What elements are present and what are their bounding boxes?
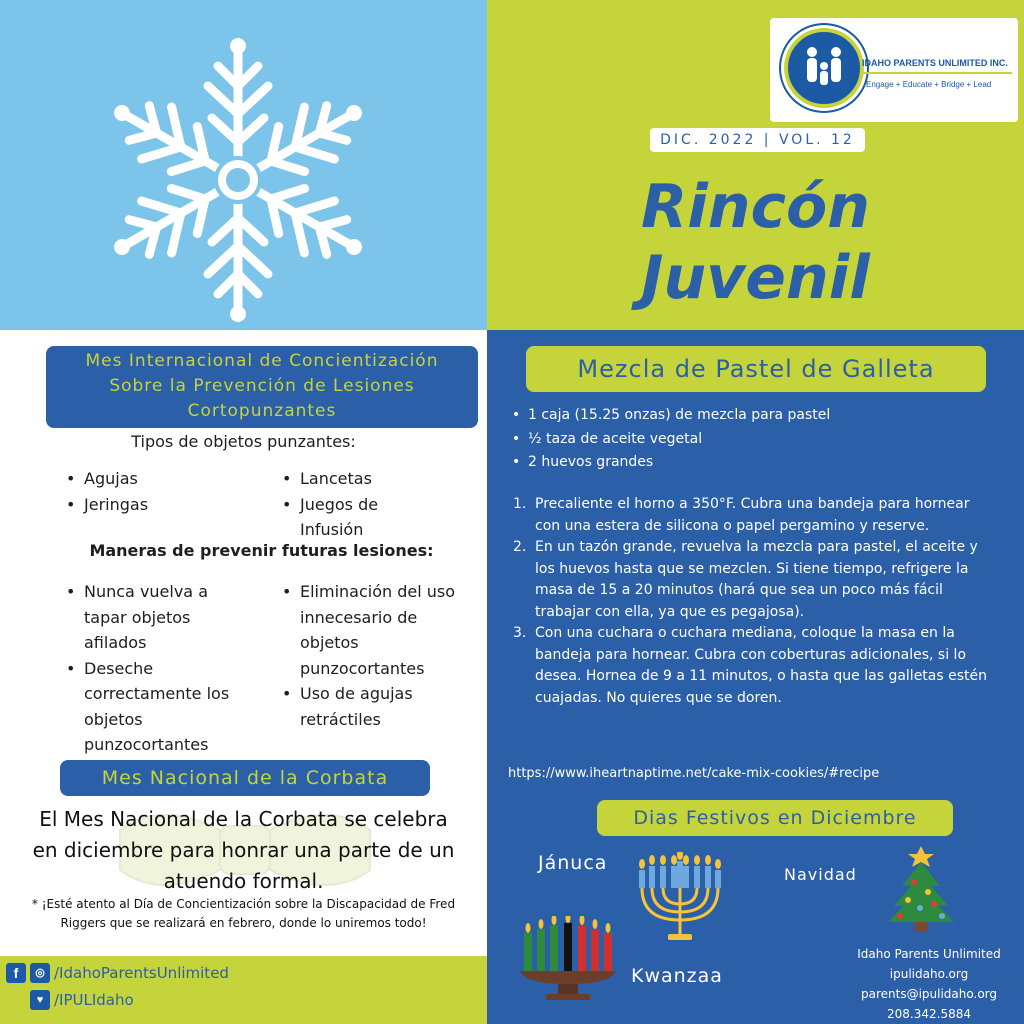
christmas-label: Navidad [784,865,857,884]
snowflake-icon [78,30,398,330]
title-line-2: Juvenil [641,243,870,313]
recipe-steps [513,494,1013,709]
list-item: • Nunca vuelva a tapar objetos afilados [64,579,244,656]
tie-month-heading: Mes Nacional de la Corbata [60,760,430,796]
ingredients-list [510,404,990,475]
sharps-heading-line-3: Cortopunzantes [187,401,337,421]
recipe-step [513,494,983,537]
logo-org-suffix: INC. [989,58,1008,68]
prevention-list-2 [280,579,460,732]
logo-org-name: IDAHO PARENTS UNLIMITED [862,58,988,68]
list-item: • Uso de agujas retráctiles [280,681,440,732]
contact-email[interactable]: parents@ipulidaho.org [860,987,997,1001]
sharps-types-label: Tipos de objetos punzantes: [131,432,356,451]
list-item: • Juegos de Infusión [280,492,400,543]
awareness-day-note: * ¡Esté atento al Día de Concientización sobre la Discapacidad de Fred Riggers que se realizará en febrero, donde lo uniremos todo! [31,897,456,930]
sharps-heading-line-2: Sobre la Prevención de Lesiones [109,376,415,396]
kwanzaa-label: Kwanzaa [631,965,723,987]
issue-badge: DIC. 2022 | VOL. 12 [650,128,865,152]
list-item: • Eliminación del uso innecesario de objetos punzocortantes [280,579,460,681]
facebook-link-row[interactable] [6,963,229,983]
step-text: Precaliente el horno a 350°F. Cubra una bandeja para hornear con una estera de silicona o papel pergamino y reserve. [535,496,970,534]
step-number: 2. [513,539,527,555]
recipe-step [513,537,998,623]
recipe-source-link[interactable]: https://www.iheartnaptime.net/cake-mix-cookies/#recipe [508,766,880,781]
step-number: 3. [513,625,527,641]
recipe-step [513,623,1013,709]
prevention-label: Maneras de prevenir futuras lesiones: [89,541,434,560]
recipe-heading: Mezcla de Pastel de Galleta [526,346,986,392]
list-item: • 2 huevos grandes [510,451,990,475]
sharps-types-list-2 [280,466,480,543]
facebook-handle[interactable]: /IdahoParentsUnlimited [54,964,229,982]
contact-website[interactable]: ipulidaho.org [889,967,969,981]
step-number: 1. [513,496,527,512]
contact-phone: 208.342.5884 [887,1007,971,1021]
menorah-icon [638,852,722,942]
list-item: • ½ taza de aceite vegetal [510,428,990,452]
family-logo-icon [784,28,864,108]
contact-info [840,944,1018,1024]
sharps-heading [46,346,478,428]
logo-divider [862,72,1012,74]
step-text: Con una cuchara o cuchara mediana, coloque la masa en la bandeja para hornear. Cubra con coberturas adicionales, si lo desea. Hornea de 9 a 11 minutos, o hasta que las galletas estén cuajadas. No quieres que se doren. [535,625,987,706]
kinara-icon [518,916,618,1002]
step-text: En un tazón grande, revuelva la mezcla para pastel, el aceite y los huevos hasta que se mezclen. Si tiene tiempo, refrigere la masa de 15 a 20 minutos (hará que sea un poco más fácil trabajar con ella, ya que es pegajosa). [535,539,978,620]
logo-tagline: Engage + Educate + Bridge + Lead [866,80,992,89]
list-item: • Agujas [64,466,264,492]
instagram-icon: ◎ [30,963,50,983]
holidays-heading: Dias Festivos en Diciembre [597,800,953,836]
sharps-types-list-1 [64,466,264,517]
sharps-heading-line-1: Mes Internacional de Concientización [85,351,439,371]
tie-month-description: El Mes Nacional de la Corbata se celebra en diciembre para honrar una parte de un atuendo formal. [32,807,455,893]
twitter-icon: ♥ [30,990,50,1010]
list-item: • Deseche correctamente los objetos punzocortantes [64,656,264,758]
list-item: • 1 caja (15.25 onzas) de mezcla para pastel [510,404,990,428]
list-item: • Jeringas [64,492,264,518]
twitter-link-row[interactable] [30,990,134,1010]
hanukkah-label: Jánuca [538,852,608,874]
christmas-tree-icon [884,844,958,932]
list-item: • Lancetas [280,466,480,492]
contact-org-name: Idaho Parents Unlimited [857,947,1001,961]
title-line-1: Rincón [641,172,870,242]
organization-logo [770,18,1018,122]
prevention-list-1 [64,579,274,758]
facebook-icon: f [6,963,26,983]
twitter-handle[interactable]: /IPULIdaho [54,991,134,1009]
